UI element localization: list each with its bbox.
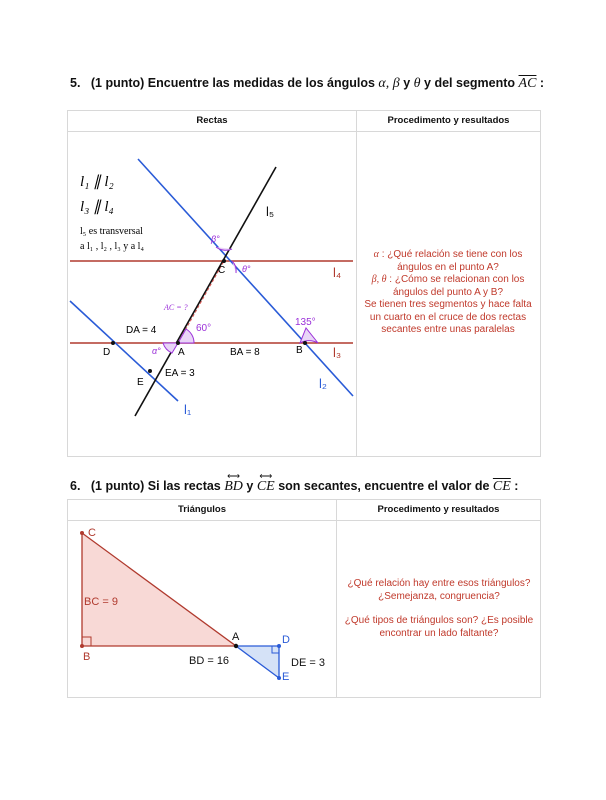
- procedure-hint: un cuarto en el cruce de dos rectas: [369, 311, 527, 323]
- procedure-text: : ¿Qué relación se tiene con los: [381, 249, 523, 260]
- label-point-d: D: [282, 634, 290, 646]
- column-divider: [356, 111, 357, 456]
- column-divider: [336, 500, 337, 697]
- column-header-triangulos: Triángulos: [68, 500, 336, 521]
- procedure-q6: [338, 578, 540, 640]
- spacer: [338, 603, 540, 615]
- label-alpha: α°: [152, 346, 161, 356]
- title-text: :: [539, 76, 545, 90]
- label-da: DA = 4: [126, 325, 157, 336]
- label-l3: l₃: [333, 345, 342, 360]
- line-l2: [138, 159, 353, 396]
- label-l1: l₁: [184, 402, 192, 417]
- line-l5: [135, 167, 276, 416]
- label-de: DE = 3: [291, 657, 325, 669]
- point-d: [277, 644, 281, 648]
- label-point-b: B: [83, 651, 91, 663]
- triangle-ade: [236, 646, 279, 678]
- procedure-question: encontrar un lado faltante?: [379, 627, 499, 639]
- procedure-question: ¿Semejanza, congruencia?: [378, 590, 500, 602]
- line-l1: [70, 301, 178, 401]
- label-theta: θ°: [242, 264, 251, 274]
- title-line-ce: ⟷ CE: [256, 471, 275, 494]
- label-beta: β°: [211, 234, 220, 244]
- lines-figure: [68, 131, 356, 456]
- label-point-c: C: [88, 527, 96, 539]
- question-5-title: [70, 76, 544, 92]
- title-text: y del segmento: [424, 76, 516, 90]
- title-line-bd: ⟷ BD: [224, 471, 243, 494]
- title-text: :: [514, 479, 519, 493]
- procedure-question: ¿Qué relación hay entre esos triángulos?: [347, 578, 531, 589]
- procedure-q5: [358, 249, 538, 337]
- procedure-text: : ¿Cómo se relacionan con los: [389, 274, 525, 285]
- point-b: [80, 644, 84, 648]
- label-angle-60: 60°: [196, 323, 212, 334]
- procedure-question: ¿Qué tipos de triángulos son? ¿Es posible: [344, 615, 534, 626]
- note-l1-parallel-l2: l₁ ∥ l₂: [80, 174, 114, 190]
- label-point-a: A: [178, 347, 185, 358]
- label-ea: EA = 3: [165, 368, 195, 379]
- point-e: [277, 676, 281, 680]
- point-c: [222, 259, 226, 263]
- label-point-e: E: [137, 377, 144, 388]
- triangle-abc: [82, 533, 236, 646]
- label-point-e: E: [282, 671, 290, 683]
- title-line-ce-text: CE: [256, 479, 275, 494]
- label-point-b: B: [296, 345, 303, 356]
- label-l4: l₄: [333, 265, 342, 280]
- title-segment: $\overline{CE}$: [492, 479, 511, 494]
- title-line-bd-text: BD: [224, 479, 243, 494]
- symbol-alpha: α: [373, 249, 379, 260]
- triangles-figure: [68, 520, 336, 697]
- procedure-line: [358, 249, 538, 262]
- label-l2: l₂: [319, 376, 327, 391]
- point-b: [303, 341, 307, 345]
- angle-alpha-arc: [163, 343, 178, 353]
- label-bd: BD = 16: [189, 655, 230, 667]
- note-l5-transversal-2: a l₁ , l₂ , l₃ y a l₄: [80, 241, 144, 252]
- angle-135-arc: [300, 328, 318, 343]
- question-number: 6.: [70, 479, 81, 493]
- question-number: 5.: [70, 76, 81, 90]
- title-text: y: [246, 479, 254, 493]
- note-l5-transversal: l₅ es transversal: [80, 226, 143, 237]
- point-d: [111, 341, 115, 345]
- label-point-d: D: [103, 347, 111, 358]
- label-ba: BA = 8: [230, 347, 260, 358]
- procedure-line: [358, 274, 538, 287]
- question-5-table: [67, 110, 541, 457]
- title-text: y: [403, 76, 411, 90]
- title-text: (1 punto) Si las rectas: [90, 479, 221, 493]
- column-header-procedimiento: Procedimento y resultados: [337, 500, 540, 521]
- column-header-procedimiento: Procedimento y resultados: [357, 111, 540, 132]
- title-symbols: α, β: [378, 76, 400, 91]
- label-l5: l₅: [266, 204, 275, 219]
- symbol-beta-theta: β, θ: [371, 274, 387, 285]
- label-bc: BC = 9: [84, 596, 118, 608]
- question-6-title: [70, 471, 519, 495]
- point-e: [148, 369, 152, 373]
- point-c: [80, 531, 84, 535]
- procedure-hint: secantes entre unas paralelas: [381, 324, 515, 335]
- title-segment: $\overline{AC}$: [518, 76, 537, 91]
- note-l3-parallel-l4: l₃ ∥ l₄: [80, 199, 114, 215]
- point-a: [234, 644, 238, 648]
- column-header-rectas: Rectas: [68, 111, 356, 132]
- title-text: (1 punto) Encuentre las medidas de los ángulos: [90, 76, 375, 90]
- label-angle-135: 135°: [295, 317, 316, 328]
- label-point-a: A: [232, 631, 240, 643]
- procedure-text: ángulos en el punto A?: [397, 261, 499, 273]
- title-symbol-theta: θ: [413, 76, 421, 91]
- angle-theta-arc: [232, 261, 236, 273]
- label-ac-question: AC = ?: [164, 303, 188, 312]
- title-text: son secantes, encuentre el valor de: [278, 479, 490, 493]
- question-6-table: [67, 499, 541, 698]
- point-a: [176, 341, 180, 345]
- label-point-c: C: [218, 265, 226, 276]
- procedure-hint: Se tienen tres segmentos y hace falta: [364, 299, 532, 310]
- procedure-text: ángulos del punto A y B?: [392, 286, 504, 298]
